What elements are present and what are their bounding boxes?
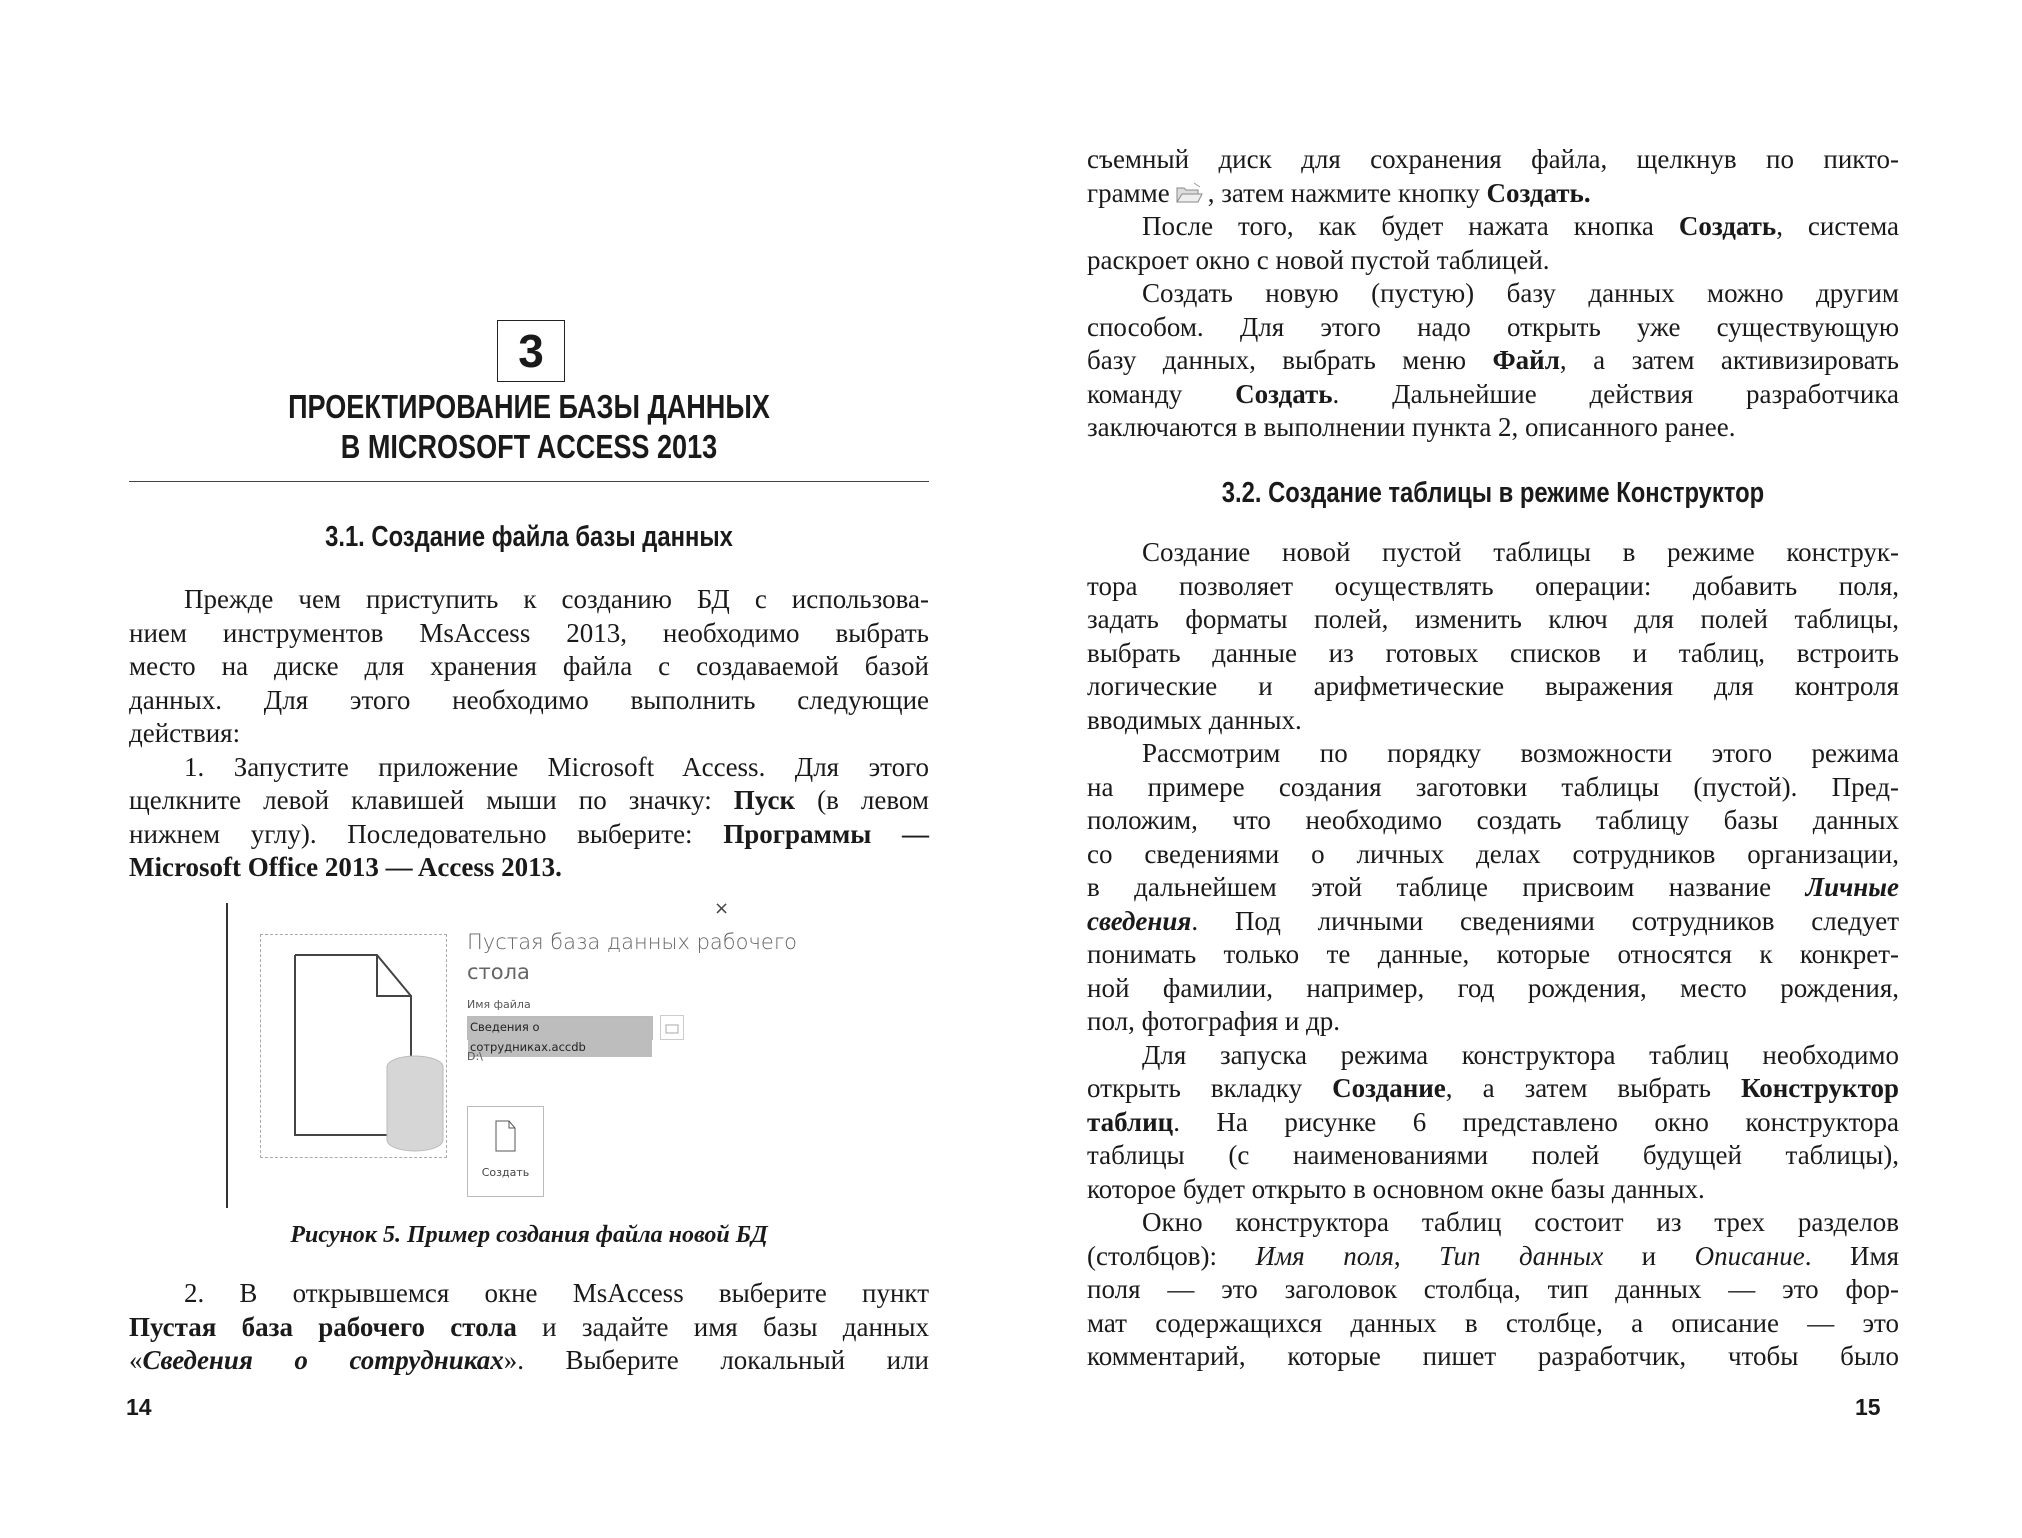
text-segment: базу данных, выбрать меню	[1087, 345, 1493, 375]
text-segment: которое будет открыто в основном окне базы данных.	[1087, 1173, 1705, 1204]
figure-5-caption: Рисунок 5. Пример создания файла новой БД	[290, 1222, 768, 1248]
text-line	[1087, 737, 1899, 771]
new-file-icon	[468, 1107, 543, 1157]
section-heading-3-2: 3.2. Создание таблицы в режиме Конструктор	[1221, 477, 1765, 509]
text-segment: . Под личными сведениями сотрудников следует	[1191, 905, 1899, 936]
text-line	[129, 583, 929, 617]
text-line	[129, 684, 929, 718]
file-name-input[interactable]	[467, 1016, 653, 1054]
text-segment: . На рисунке 6 представлено окно конструктора	[1173, 1106, 1899, 1137]
text-segment: , а затем выбрать	[1445, 1073, 1741, 1103]
text-line	[1087, 871, 1899, 905]
text-segment: задать форматы полей, изменить ключ для полей таблицы,	[1087, 604, 1899, 634]
text-segment: заключаются в выполнении пункта 2, описанного ранее.	[1087, 412, 1736, 442]
chapter-number-box	[497, 320, 565, 382]
text-segment: (в левом	[795, 785, 929, 815]
text-segment: . Имя	[1804, 1240, 1900, 1271]
text-segment: Пуск	[733, 785, 796, 815]
text-line	[1087, 536, 1899, 570]
text-line	[1087, 1173, 1899, 1207]
text-segment: Тип данных	[1439, 1240, 1604, 1271]
text-line	[1087, 1273, 1899, 1307]
text-line	[1087, 177, 1899, 211]
text-line	[1087, 603, 1899, 637]
text-segment: со сведениями о личных делах сотрудников организации,	[1087, 838, 1899, 869]
text-line	[1087, 670, 1899, 704]
text-segment: таблицы (с наименованиями полей будущей таблицы),	[1087, 1140, 1899, 1170]
browse-folder-button[interactable]	[660, 1015, 684, 1040]
text-segment: 2. В открывшемся окне MsAccess выберите пункт	[184, 1278, 929, 1308]
text-line	[1087, 210, 1899, 244]
text-segment: Рассмотрим по порядку возможности этого режима	[1142, 738, 1899, 768]
text-segment: сведения	[1087, 905, 1192, 936]
text-line	[1087, 972, 1899, 1006]
text-line	[129, 751, 929, 785]
chapter-title-line-2: В MICROSOFT ACCESS 2013	[340, 428, 718, 465]
text-segment: и	[1603, 1240, 1695, 1271]
text-segment: Сведения о сотрудниках	[142, 1345, 504, 1375]
text-line	[1087, 938, 1899, 972]
text-line	[1087, 570, 1899, 604]
text-line	[1087, 1307, 1899, 1341]
text-line	[1087, 1340, 1899, 1374]
text-segment: Создание новой пустой таблицы в режиме конструк-	[1142, 537, 1899, 567]
chapter-divider	[129, 481, 929, 482]
text-segment: , система	[1776, 211, 1899, 241]
close-icon[interactable]: ×	[714, 898, 730, 919]
text-segment: Программы —	[723, 818, 929, 849]
text-segment: Прежде чем приступить к созданию БД с использова-	[184, 584, 929, 614]
right-paragraphs-bottom	[1087, 536, 1899, 1374]
text-line	[1087, 637, 1899, 671]
template-title-line-2: стола	[467, 960, 530, 984]
text-line	[1087, 344, 1899, 378]
text-segment: нижнем углу). Последовательно выберите:	[129, 818, 724, 849]
template-preview-frame	[260, 934, 447, 1158]
text-segment: логические и арифметические выражения для контроля	[1087, 671, 1899, 701]
left-paragraphs-top	[129, 583, 929, 885]
blank-database-icon	[261, 935, 446, 1157]
text-segment: раскроет окно с новой пустой таблицей.	[1087, 244, 1550, 275]
text-segment: Описание	[1694, 1240, 1805, 1271]
text-line	[1087, 311, 1899, 345]
text-segment: 1. Запустите приложение Microsoft Access. Для этого	[184, 751, 929, 782]
text-line	[129, 1311, 929, 1345]
chapter-title-line-1: ПРОЕКТИРОВАНИЕ БАЗЫ ДАННЫХ	[288, 388, 770, 425]
text-line	[1087, 704, 1899, 738]
text-segment: ,	[1393, 1240, 1440, 1271]
file-name-value: Сведения о сотрудниках.accdb	[468, 1017, 652, 1057]
text-segment: пол, фотография и др.	[1087, 1006, 1341, 1036]
text-line	[129, 851, 929, 885]
text-segment: действия:	[129, 718, 241, 748]
text-segment: После того, как будет нажата кнопка	[1142, 211, 1679, 241]
text-segment: вводимых данных.	[1087, 704, 1302, 735]
text-line	[129, 617, 929, 651]
text-segment: Пустая база рабочего стола	[129, 1311, 517, 1342]
text-segment: , а затем активизировать	[1559, 345, 1899, 375]
text-segment: Создать.	[1486, 177, 1591, 208]
text-segment: Конструктор	[1740, 1073, 1899, 1103]
text-segment: . Дальнейшие действия разработчика	[1332, 378, 1900, 409]
page-number-right: 15	[1855, 1394, 1881, 1420]
text-segment: нием инструментов MsAccess 2013, необходимо выбрать	[129, 617, 929, 648]
text-segment: понимать только те данные, которые относятся к конкрет-	[1087, 939, 1899, 969]
text-segment: грамме	[1087, 177, 1170, 208]
text-line	[129, 717, 929, 751]
text-line	[1087, 1206, 1899, 1240]
text-segment: в дальнейшем этой таблице присвоим название	[1087, 872, 1806, 902]
text-segment: , затем нажмите кнопку	[1207, 177, 1487, 208]
text-segment: на примере создания заготовки таблицы (пустой). Пред-	[1087, 771, 1899, 802]
text-line	[1087, 1240, 1899, 1274]
text-segment: Для запуска режима конструктора таблиц необходимо	[1142, 1039, 1899, 1070]
text-line	[129, 784, 929, 818]
text-line	[129, 1344, 929, 1378]
text-segment: Файл	[1492, 345, 1560, 375]
folder-icon	[661, 1016, 683, 1039]
text-line	[1087, 1005, 1899, 1039]
text-segment: ». Выберите локальный или	[503, 1345, 929, 1375]
text-segment: открыть вкладку	[1087, 1073, 1333, 1103]
text-segment: место на диске для хранения файла с создаваемой базой	[129, 651, 929, 681]
text-segment: Создать новую (пустую) базу данных можно другим	[1142, 278, 1899, 308]
left-paragraphs-bottom	[129, 1277, 929, 1378]
text-segment: и задайте имя базы данных	[516, 1311, 929, 1342]
text-segment: способом. Для этого надо открыть уже существующую	[1087, 311, 1899, 342]
figure-left-border	[226, 903, 228, 1208]
text-line	[1087, 411, 1899, 445]
create-button-label: Создать	[481, 1166, 530, 1179]
text-segment: выбрать данные из готовых списков и таблиц, встроить	[1087, 637, 1899, 668]
text-line	[1087, 1039, 1899, 1073]
folder-open-icon	[1174, 180, 1204, 204]
text-segment: данных. Для этого необходимо выполнить следующие	[129, 684, 929, 715]
text-line	[1087, 244, 1899, 278]
text-segment: Имя поля	[1255, 1240, 1394, 1271]
text-segment: тора позволяет осуществлять операции: добавить поля,	[1087, 570, 1899, 601]
chapter-number: 3	[518, 325, 544, 377]
text-segment: команду	[1087, 378, 1236, 409]
text-line	[1087, 1106, 1899, 1140]
text-segment: Создать	[1235, 378, 1333, 409]
text-segment: таблиц	[1087, 1106, 1174, 1137]
text-segment: Окно конструктора таблиц состоит из трех разделов	[1142, 1207, 1899, 1237]
create-button[interactable]	[467, 1106, 544, 1197]
text-segment: мат содержащихся данных в столбце, а описание — это	[1087, 1307, 1899, 1338]
text-segment: поля — это заголовок столбца, тип данных — это фор-	[1087, 1274, 1899, 1304]
right-paragraphs-top	[1087, 143, 1899, 445]
text-segment: съемный диск для сохранения файла, щелкнув по пикто-	[1087, 144, 1899, 174]
text-segment: Личные	[1805, 872, 1899, 902]
template-title-line-1: Пустая база данных рабочего	[467, 930, 797, 954]
text-line	[1087, 838, 1899, 872]
text-segment: ной фамилии, например, год рождения, место рождения,	[1087, 972, 1899, 1003]
page-number-left: 14	[126, 1394, 152, 1420]
text-segment: Создать	[1678, 211, 1777, 241]
text-line	[129, 818, 929, 852]
text-line	[1087, 804, 1899, 838]
text-segment: Microsoft Office 2013 — Access 2013.	[129, 852, 562, 882]
text-line	[1087, 277, 1899, 311]
text-line	[1087, 143, 1899, 177]
text-segment: (столбцов):	[1087, 1240, 1256, 1271]
text-segment: «	[129, 1345, 143, 1375]
text-segment: Создание	[1332, 1073, 1446, 1103]
text-line	[129, 650, 929, 684]
text-line	[1087, 378, 1899, 412]
text-line	[1087, 1139, 1899, 1173]
text-segment: комментарий, которые пишет разработчик, чтобы было	[1087, 1341, 1899, 1371]
text-line	[1087, 905, 1899, 939]
file-name-label: Имя файла	[467, 998, 531, 1011]
text-segment: щелкните левой клавишей мыши по значку:	[129, 785, 734, 815]
text-line	[1087, 1072, 1899, 1106]
text-line	[129, 1277, 929, 1311]
text-line	[1087, 771, 1899, 805]
text-segment: положим, что необходимо создать таблицу базы данных	[1087, 805, 1899, 835]
section-heading-3-1: 3.1. Создание файла базы данных	[325, 521, 733, 553]
save-path: D:\	[467, 1050, 483, 1063]
